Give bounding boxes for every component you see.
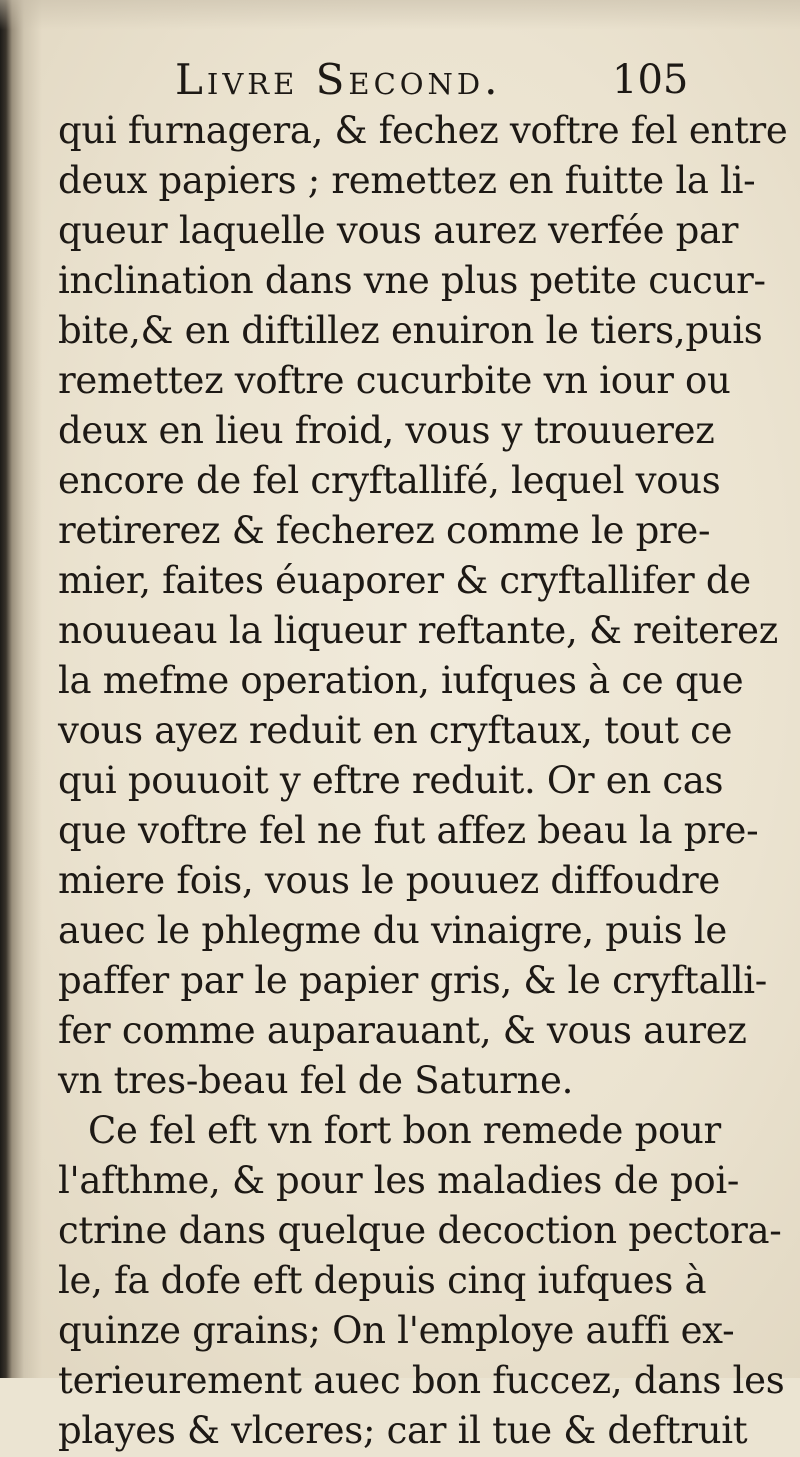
page-top-shade (0, 0, 800, 30)
text-line: ctrine dans quelque decoction pectora- (58, 1209, 782, 1252)
text-line: encore de fel cryftallifé, lequel vous (58, 459, 721, 502)
text-line: le, fa dofe eft depuis cinq iufques à (58, 1259, 707, 1302)
text-line: playes & vlceres; car il tue & deftruit (58, 1409, 748, 1452)
text-line: paffer par le papier gris, & le cryftalli- (58, 959, 768, 1002)
text-line: terieurement auec bon fuccez, dans les (58, 1359, 785, 1402)
text-line: deux en lieu froid, vous y trouuerez (58, 409, 715, 452)
text-line: queur laquelle vous aurez verfée par (58, 209, 739, 252)
text-line: l'afthme, & pour les maladies de poi- (58, 1159, 740, 1202)
text-line: deux papiers ; remettez en fuitte la li- (58, 159, 756, 202)
paragraph-first-line: Ce fel eft vn fort bon remede pour (88, 1109, 721, 1152)
text-line: vn tres-beau fel de Saturne. (58, 1059, 574, 1102)
text-line: mier, faites éuaporer & cryftallifer de (58, 559, 751, 602)
text-line: vous ayez reduit en cryftaux, tout ce (58, 709, 733, 752)
text-line: fer comme auparauant, & vous aurez (58, 1009, 747, 1052)
text-line: qui pouuoit y eftre reduit. Or en cas (58, 759, 724, 802)
page-number: 105 (612, 57, 689, 103)
running-title: Livre Second. (175, 55, 502, 104)
text-line: remettez voftre cucurbite vn iour ou (58, 359, 731, 402)
text-line: la mefme operation, iufques à ce que (58, 659, 744, 702)
text-line: inclination dans vne plus petite cucur- (58, 259, 766, 302)
text-line: qui furnagera, & fechez voftre fel entre (58, 109, 788, 152)
text-line: que voftre fel ne fut affez beau la pre- (58, 809, 759, 852)
text-line: retirerez & fecherez comme le pre- (58, 509, 711, 552)
page-header (0, 55, 800, 105)
text-line: nouueau la liqueur reftante, & reiterez (58, 609, 778, 652)
text-line: bite,& en diftillez enuiron le tiers,puis (58, 309, 763, 352)
text-line: quinze grains; On l'employe auffi ex- (58, 1309, 735, 1352)
text-line: auec le phlegme du vinaigre, puis le (58, 909, 727, 952)
text-line: miere fois, vous le pouuez diffoudre (58, 859, 720, 902)
binding-gutter (0, 0, 42, 1378)
